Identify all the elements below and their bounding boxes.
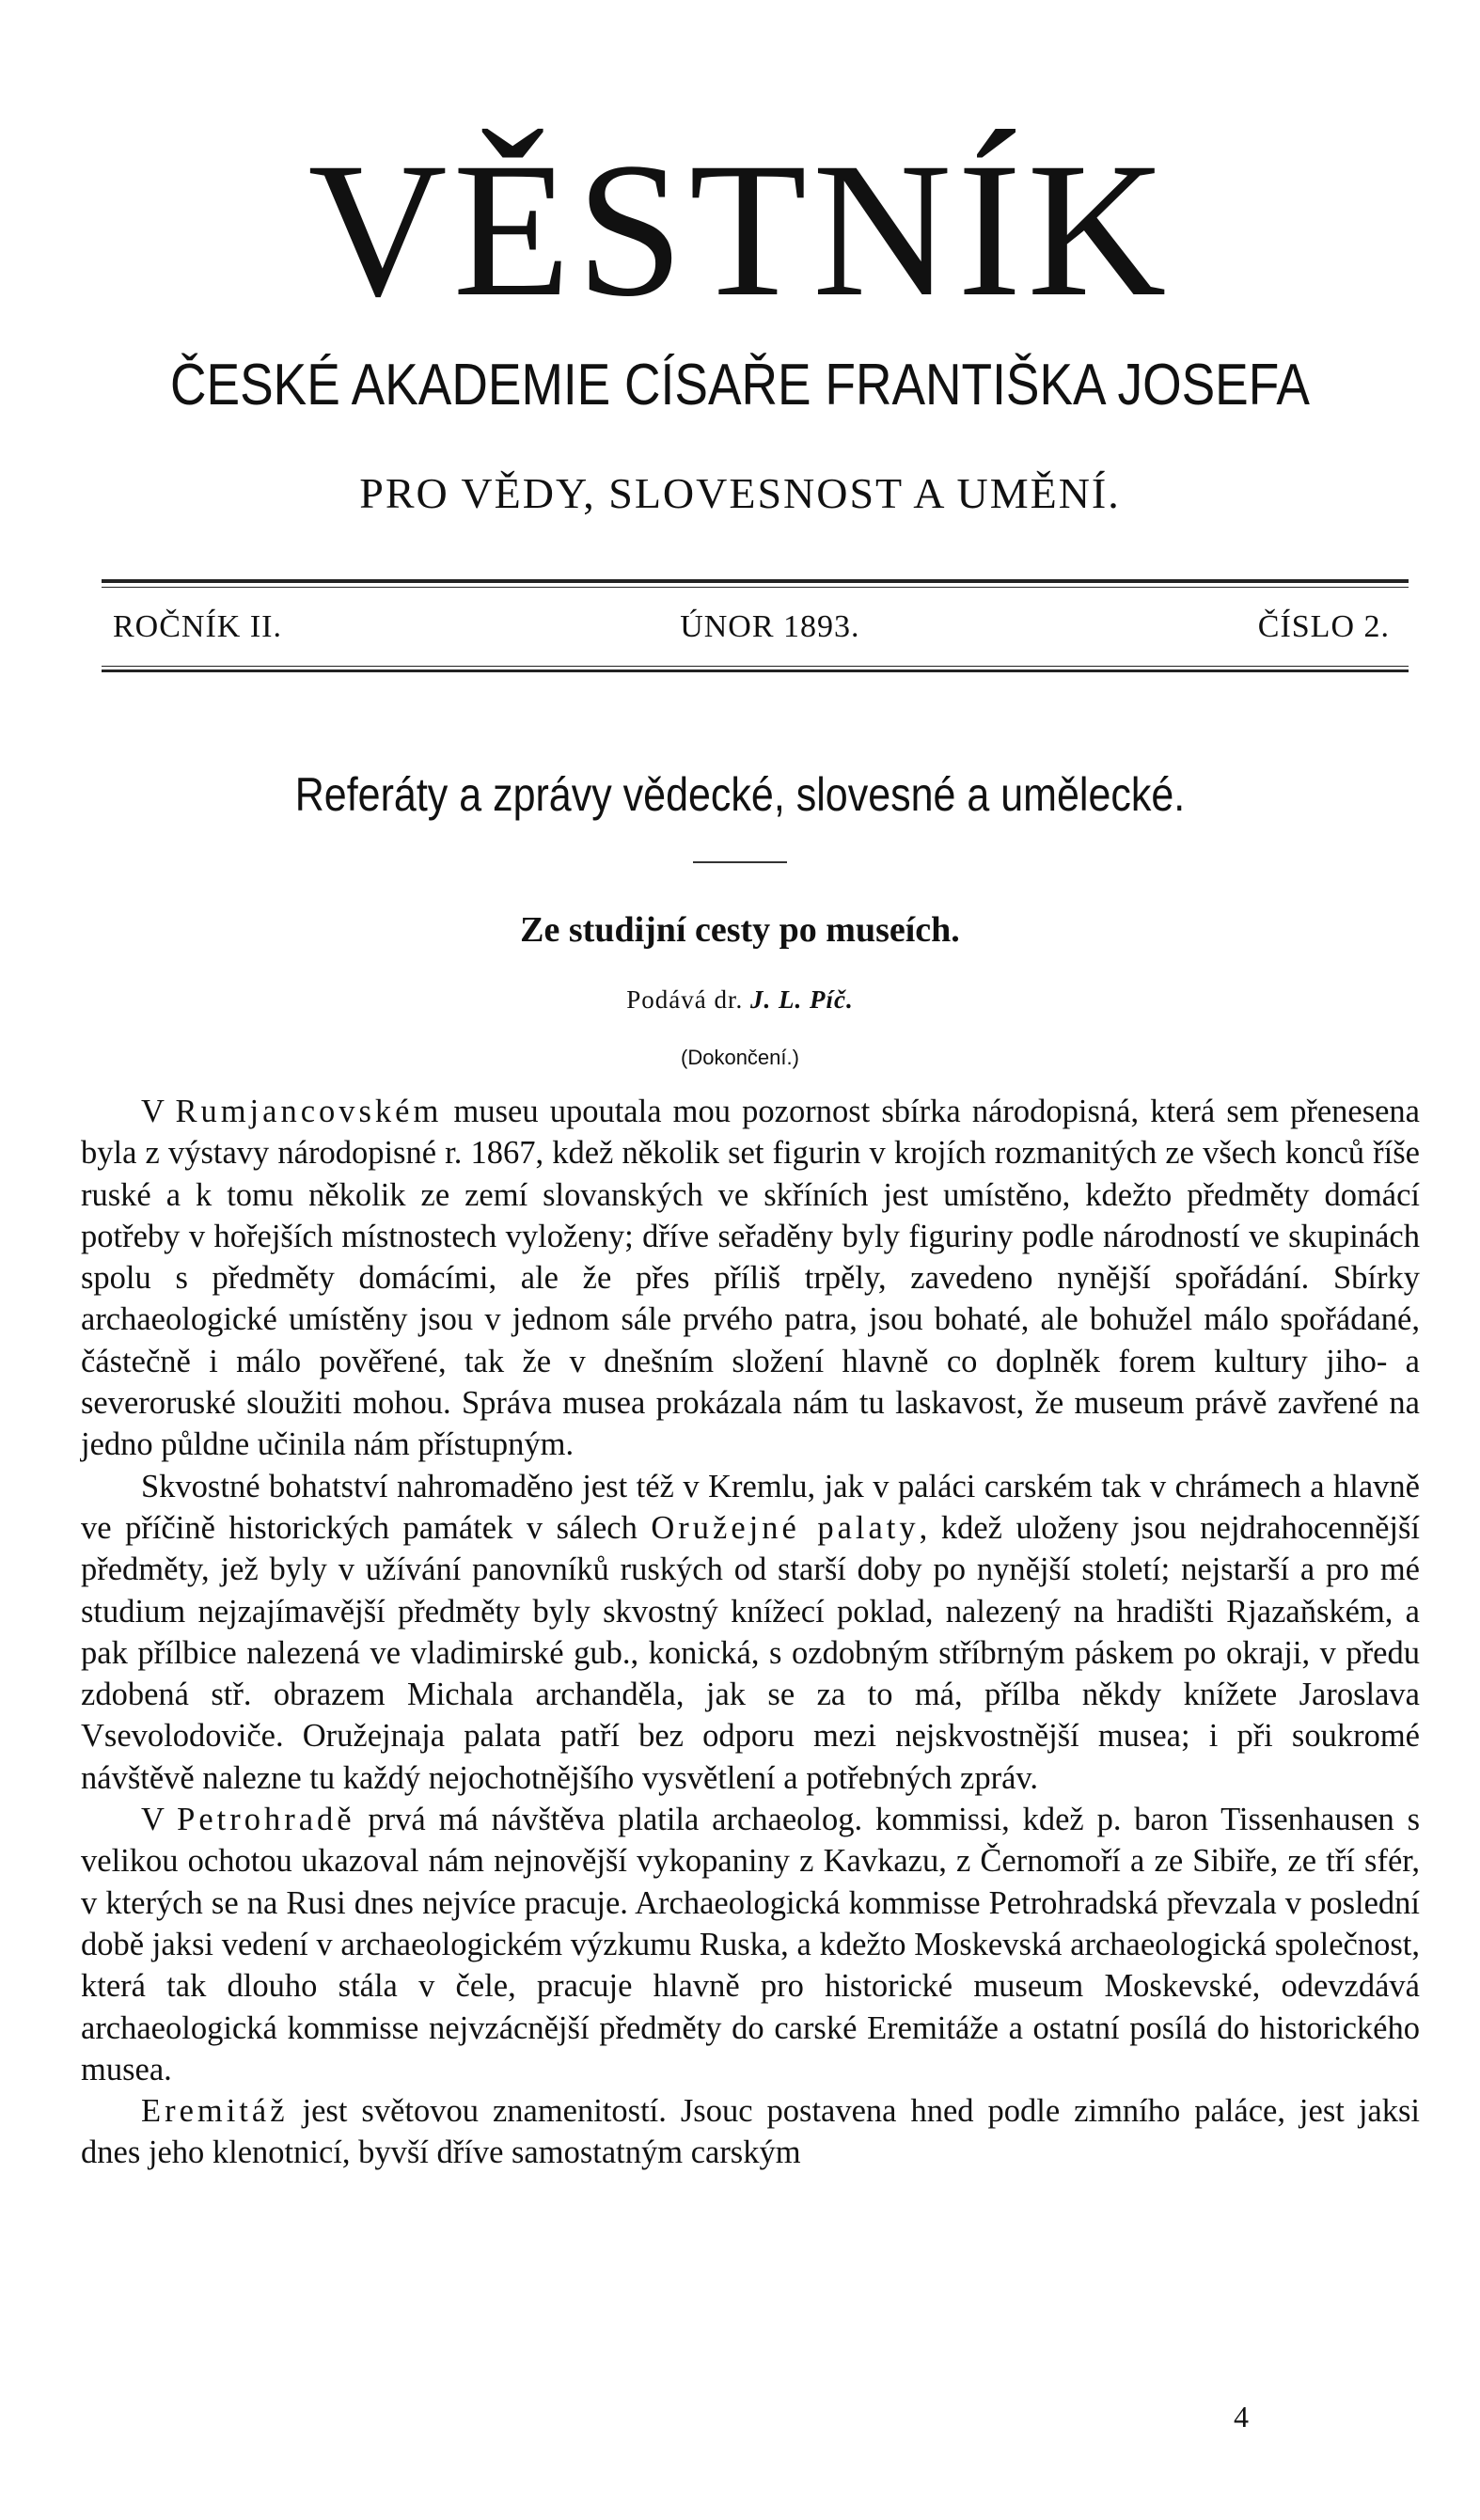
byline-prefix: Podává dr. bbox=[626, 985, 750, 1014]
header-rule-top bbox=[102, 579, 1409, 583]
emphasized-term: Oružejné palaty bbox=[651, 1509, 920, 1546]
issue-info-row bbox=[113, 606, 1390, 648]
issue-date: ÚNOR 1893. bbox=[680, 609, 860, 644]
header-rule-bottom-thin bbox=[102, 666, 1409, 667]
header-rule-top-thin bbox=[102, 587, 1409, 588]
page-number: 4 bbox=[1234, 2400, 1249, 2433]
text-run: museu upoutala mou pozornost sbírka národopisná, která sem přenesena byla z výstavy národopisné r. 1867, kdež několik set figurin v krojích rozmanitých ze všech konců říše ruské a k tomu několik ze zemí slovanských ve skříních jest umístěno, kdežto předměty domácí potřeby v hořejších místnostech vyloženy; dříve seřaděny byly figuriny podle národností ve skupinách spolu s předměty domácími, ale že přes příliš trpěly, zavedeno nynější spořádání. Sbírky archaeologické umístěny jsou v jednom sále prvého patra, jsou bohaté, ale bohužel málo spořádané, částečně i málo pověřené, tak že v dnešním složení hlavně co doplněk forem kultury jiho- a severoruské sloužiti mohou. Správa musea prokázala nám tu laskavost, že museum právě zavřené na jedno půldne učinila nám přístupným. bbox=[81, 1094, 1420, 1463]
header-rule-bottom bbox=[102, 669, 1409, 672]
academy-name: ČESKÉ AKADEMIE CÍSAŘE FRANTIŠKA JOSEFA bbox=[170, 353, 1310, 417]
article-body bbox=[81, 1091, 1420, 2174]
paragraph bbox=[81, 1799, 1420, 2090]
section-divider bbox=[693, 861, 787, 863]
academy-subtitle: PRO VĚDY, SLOVESNOST A UMĚNÍ. bbox=[359, 469, 1121, 517]
section-title: Referáty a zprávy vědecké, slovesné a umělecké. bbox=[294, 768, 1186, 821]
emphasized-term: Petrohradě bbox=[177, 1802, 355, 1838]
text-run: , kdež uloženy jsou nejdrahocennější předměty, jež byly v užívání panovníků ruských od starší doby po nynější století; nejstarší a pro mé studium nejzajímavější předměty byly skvostný knížecí poklad, nalezený na hradišti Rjazaňském, a pak přílbice nalezená ve vladimirské gub., konická, s ozdobným stříbrným páskem po okraji, v předu zdobená stř. obrazem Michala archanděla, jak se za to má, přílba někdy knížete Jaroslava Vsevolodoviče. Oružejnaja palata patří bez odporu mezi nejskvostnější musea; i při soukromé návštěvě nalezne tu každý nejochotnějšího vysvětlení a potřebných zpráv. bbox=[81, 1509, 1420, 1796]
paragraph bbox=[81, 2090, 1420, 2174]
text-run: jest světovou znamenitostí. Jsouc postavena hned podle zimního paláce, jest jaksi dnes jeho klenotnicí, byvší dříve samostatným carským bbox=[81, 2093, 1420, 2171]
text-run: prvá má návštěva platila archaeolog. kommissi, kdež p. baron Tissenhausen s velikou ochotou ukazoval nám nejnovější vykopaniny z Kavkazu, z Černomoří a ze Sibiře, ze tří sfér, v kterých se na Rusi dnes nejvíce pracuje. Archaeologická kommisse Petrohradská převzala v poslední době jaksi vedení v archaeologickém výzkumu Ruska, a kdežto Moskevská archaeologická společnost, která tak dlouho stála v čele, pracuje hlavně pro historické museum Moskevské, odevzdává archaeologická kommisse nejvzácnější předměty do carské Eremitáže a ostatní posílá do historického musea. bbox=[81, 1802, 1420, 2087]
text-run: Skvostné bohatství nahromaděno jest též v Kremlu, jak v paláci carském tak v chrámech a hlavně ve příčině historických památek v sálech bbox=[81, 1468, 1420, 1546]
article-title: Ze studijní cesty po museích. bbox=[520, 910, 960, 950]
paragraph bbox=[81, 1091, 1420, 1466]
author-name: J. L. Píč. bbox=[750, 985, 854, 1014]
text-run: V bbox=[141, 1802, 178, 1838]
volume-label: ROČNÍK II. bbox=[113, 609, 282, 644]
article-byline bbox=[0, 983, 1480, 1016]
masthead-title: VĚSTNÍK bbox=[307, 123, 1173, 337]
issue-number: ČÍSLO 2. bbox=[1257, 609, 1390, 644]
paragraph bbox=[81, 1466, 1420, 1799]
emphasized-term: Eremitáž bbox=[141, 2093, 289, 2130]
text-run: V bbox=[141, 1094, 176, 1129]
emphasized-term: Rumjancovském bbox=[175, 1094, 443, 1129]
continued-note: (Dokončení.) bbox=[681, 1046, 799, 1069]
